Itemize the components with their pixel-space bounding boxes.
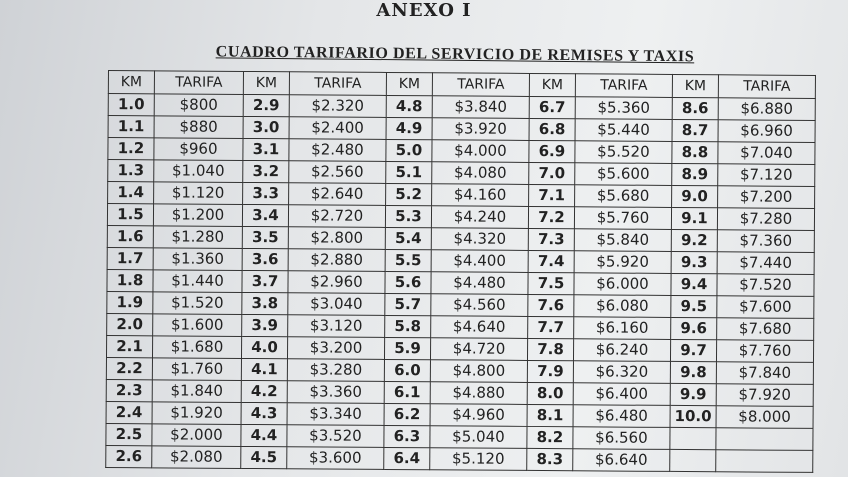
tarifa-cell: $1.280 xyxy=(153,226,242,249)
tarifa-cell: $7.280 xyxy=(717,208,814,231)
tarifa-cell: $960 xyxy=(154,138,243,161)
km-header: KM xyxy=(386,72,432,95)
tarifa-cell: $4.880 xyxy=(430,382,527,405)
tarifa-cell: $3.340 xyxy=(287,403,384,426)
tarifa-cell: $2.720 xyxy=(288,205,385,228)
tarifa-header: TARIFA xyxy=(154,71,243,95)
tarifa-cell: $3.120 xyxy=(288,315,385,338)
km-cell: 4.3 xyxy=(241,402,287,424)
km-cell: 5.6 xyxy=(385,271,431,293)
km-cell: 9.1 xyxy=(671,207,717,229)
km-cell: 5.9 xyxy=(384,337,430,359)
tarifa-cell: $1.040 xyxy=(154,160,243,183)
tarifa-cell: $2.560 xyxy=(289,161,386,184)
km-cell: 1.0 xyxy=(108,94,154,116)
tarifa-cell: $6.000 xyxy=(574,273,671,296)
tarifa-cell: $6.240 xyxy=(573,339,670,362)
tarifa-cell: $5.760 xyxy=(574,207,671,230)
tarifa-cell: $4.080 xyxy=(432,162,529,185)
tarifa-cell: $5.600 xyxy=(575,163,672,186)
km-cell: 9.7 xyxy=(670,339,716,361)
tarifa-cell: $7.040 xyxy=(718,142,815,165)
km-cell: 9.0 xyxy=(672,185,718,207)
km-cell: 2.6 xyxy=(106,445,152,467)
km-cell: 4.0 xyxy=(241,336,287,358)
tarifa-cell: $5.440 xyxy=(575,119,672,142)
tarifa-cell: $4.160 xyxy=(432,184,529,207)
tarifa-cell: $880 xyxy=(154,116,243,139)
tarifa-cell: $3.840 xyxy=(432,96,529,119)
km-cell: 1.8 xyxy=(107,269,153,291)
tarifa-cell: $1.840 xyxy=(152,380,241,403)
km-cell: 8.7 xyxy=(672,119,718,141)
km-cell: 1.1 xyxy=(108,116,154,138)
tarifa-cell: $2.480 xyxy=(289,139,386,162)
tarifa-cell: $1.760 xyxy=(152,358,241,381)
km-cell: 3.6 xyxy=(242,248,288,270)
tarifa-cell: $1.600 xyxy=(153,314,242,337)
km-cell: 2.0 xyxy=(107,313,153,335)
tarifa-cell: $4.000 xyxy=(432,140,529,163)
tarifa-cell: $5.840 xyxy=(574,229,671,252)
km-cell: 7.5 xyxy=(528,272,574,294)
km-cell: 7.8 xyxy=(527,338,573,360)
km-cell: 9.5 xyxy=(671,295,717,317)
km-cell: 3.4 xyxy=(242,204,288,226)
tarifa-cell: $1.680 xyxy=(152,336,241,359)
km-cell: 5.1 xyxy=(386,161,432,183)
tarifa-cell: $7.120 xyxy=(718,164,815,187)
tarifa-cell: $800 xyxy=(154,94,243,117)
tarifa-cell: $2.640 xyxy=(289,183,386,206)
tarifa-header: TARIFA xyxy=(289,72,386,96)
km-cell: 4.9 xyxy=(386,117,432,139)
km-cell: 4.2 xyxy=(241,380,287,402)
km-cell: 8.0 xyxy=(527,382,573,404)
tarifa-cell: $5.680 xyxy=(575,185,672,208)
tarifa-cell: $2.880 xyxy=(288,249,385,272)
km-header: KM xyxy=(529,73,575,96)
km-cell: 7.3 xyxy=(528,228,574,250)
tarifa-cell: $5.920 xyxy=(574,251,671,274)
tarifa-cell: $1.200 xyxy=(153,204,242,227)
tarifa-cell: $1.120 xyxy=(154,182,243,205)
km-cell xyxy=(670,427,716,449)
km-cell: 2.2 xyxy=(106,357,152,379)
km-cell: 3.0 xyxy=(243,116,289,138)
km-cell: 7.1 xyxy=(529,184,575,206)
tarifa-cell: $7.360 xyxy=(717,230,814,253)
tarifa-header: TARIFA xyxy=(718,75,815,99)
km-cell: 5.3 xyxy=(385,205,431,227)
km-cell xyxy=(670,449,716,471)
km-header: KM xyxy=(672,74,718,97)
tarifa-cell: $1.520 xyxy=(153,292,242,315)
tarifa-cell: $4.320 xyxy=(431,228,528,251)
km-cell: 7.9 xyxy=(527,360,573,382)
km-cell: 9.4 xyxy=(671,273,717,295)
table-caption: CUADRO TARIFARIO DEL SERVICIO DE REMISES Y TAXIS xyxy=(215,43,695,66)
km-cell: 6.2 xyxy=(384,403,430,425)
km-cell: 5.4 xyxy=(385,227,431,249)
tarifa-cell: $7.760 xyxy=(716,340,813,363)
km-cell: 6.3 xyxy=(384,425,430,447)
km-cell: 2.5 xyxy=(106,423,152,445)
km-cell: 3.7 xyxy=(242,270,288,292)
km-cell: 1.2 xyxy=(108,138,154,160)
km-cell: 3.1 xyxy=(243,138,289,160)
km-cell: 5.5 xyxy=(385,249,431,271)
table-row xyxy=(106,445,813,472)
tarifa-cell: $6.400 xyxy=(573,383,670,406)
tarifa-cell: $6.160 xyxy=(574,317,671,340)
km-cell: 3.2 xyxy=(243,160,289,182)
tarifa-cell: $3.920 xyxy=(432,118,529,141)
km-cell: 10.0 xyxy=(670,405,716,427)
tarifa-cell: $4.800 xyxy=(430,360,527,383)
tarifa-cell: $6.480 xyxy=(573,405,670,428)
tarifa-cell: $5.120 xyxy=(430,448,527,471)
document-title: ANEXO I xyxy=(376,0,472,21)
km-cell: 7.0 xyxy=(529,162,575,184)
tarifa-cell: $4.720 xyxy=(430,338,527,361)
tarifa-cell: $7.680 xyxy=(717,318,814,341)
tarifa-cell: $6.880 xyxy=(718,98,815,121)
km-cell: 9.3 xyxy=(671,251,717,273)
km-cell: 4.1 xyxy=(241,358,287,380)
tarifa-cell: $7.200 xyxy=(718,186,815,209)
tarifa-cell: $6.960 xyxy=(718,120,815,143)
tarifa-cell: $7.920 xyxy=(716,384,813,407)
km-cell: 3.8 xyxy=(242,292,288,314)
km-cell: 5.7 xyxy=(385,293,431,315)
km-cell: 7.4 xyxy=(528,250,574,272)
tarifa-cell: $2.320 xyxy=(289,95,386,118)
tarifa-cell: $1.920 xyxy=(152,402,241,425)
tarifa-cell: $2.000 xyxy=(152,424,241,447)
tarifa-cell: $7.600 xyxy=(717,296,814,319)
km-cell: 1.4 xyxy=(108,182,154,204)
km-cell: 1.6 xyxy=(107,225,153,247)
km-cell: 1.3 xyxy=(108,160,154,182)
km-cell: 6.7 xyxy=(529,96,575,118)
tarifa-cell: $3.200 xyxy=(287,337,384,360)
km-cell: 5.0 xyxy=(386,139,432,161)
tariff-table xyxy=(105,70,816,473)
km-cell: 5.2 xyxy=(386,183,432,205)
km-cell: 9.8 xyxy=(670,361,716,383)
km-cell: 7.7 xyxy=(528,316,574,338)
km-cell: 1.7 xyxy=(107,247,153,269)
tarifa-cell: $7.520 xyxy=(717,274,814,297)
tarifa-cell: $4.480 xyxy=(431,272,528,295)
km-cell: 6.4 xyxy=(384,447,430,469)
tarifa-cell xyxy=(716,450,813,473)
tarifa-cell: $7.840 xyxy=(716,362,813,385)
tarifa-cell: $1.440 xyxy=(153,270,242,293)
tarifa-cell: $4.240 xyxy=(431,206,528,229)
tarifa-cell: $2.800 xyxy=(288,227,385,250)
tarifa-cell: $6.560 xyxy=(573,427,670,450)
km-cell: 8.6 xyxy=(672,97,718,119)
km-header: KM xyxy=(243,71,289,94)
km-cell: 2.3 xyxy=(106,379,152,401)
km-cell: 4.8 xyxy=(386,95,432,117)
km-cell: 8.3 xyxy=(527,448,573,470)
km-cell: 6.8 xyxy=(529,118,575,140)
km-cell: 1.9 xyxy=(107,291,153,313)
km-cell: 6.9 xyxy=(529,140,575,162)
km-cell: 9.9 xyxy=(670,383,716,405)
tarifa-cell: $4.400 xyxy=(431,250,528,273)
km-cell: 3.3 xyxy=(243,182,289,204)
km-cell: 6.1 xyxy=(384,381,430,403)
tarifa-cell: $3.040 xyxy=(288,293,385,316)
km-cell: 5.8 xyxy=(385,315,431,337)
tarifa-header: TARIFA xyxy=(432,73,529,97)
km-header: KM xyxy=(108,71,154,94)
km-cell: 4.4 xyxy=(241,424,287,446)
tarifa-cell: $4.560 xyxy=(431,294,528,317)
tarifa-cell: $5.040 xyxy=(430,426,527,449)
km-cell: 2.9 xyxy=(243,94,289,116)
tarifa-cell: $6.080 xyxy=(574,295,671,318)
table-body xyxy=(106,94,816,473)
tarifa-cell: $3.600 xyxy=(287,447,384,470)
km-cell: 2.1 xyxy=(106,335,152,357)
tarifa-cell: $2.400 xyxy=(289,117,386,140)
km-cell: 8.8 xyxy=(672,141,718,163)
km-cell: 7.2 xyxy=(528,206,574,228)
km-cell: 8.2 xyxy=(527,426,573,448)
km-cell: 7.6 xyxy=(528,294,574,316)
tarifa-cell: $5.360 xyxy=(575,97,672,120)
tarifa-cell: $3.280 xyxy=(287,359,384,382)
km-cell: 3.5 xyxy=(242,226,288,248)
km-cell: 9.6 xyxy=(671,317,717,339)
tarifa-cell: $3.520 xyxy=(287,425,384,448)
tarifa-header: TARIFA xyxy=(575,74,672,98)
km-cell: 9.2 xyxy=(671,229,717,251)
km-cell: 8.9 xyxy=(672,163,718,185)
tarifa-cell: $2.960 xyxy=(288,271,385,294)
tarifa-cell: $4.960 xyxy=(430,404,527,427)
km-cell: 8.1 xyxy=(527,404,573,426)
tarifa-cell: $6.640 xyxy=(573,449,670,472)
km-cell: 3.9 xyxy=(242,314,288,336)
tarifa-cell: $3.360 xyxy=(287,381,384,404)
tarifa-cell: $5.520 xyxy=(575,141,672,164)
tarifa-cell: $7.440 xyxy=(717,252,814,275)
tarifa-cell: $6.320 xyxy=(573,361,670,384)
km-cell: 4.5 xyxy=(241,446,287,468)
km-cell: 1.5 xyxy=(107,204,153,226)
tarifa-cell: $8.000 xyxy=(716,406,813,429)
tarifa-cell: $1.360 xyxy=(153,248,242,271)
tarifa-cell: $2.080 xyxy=(152,446,241,469)
km-cell: 6.0 xyxy=(384,359,430,381)
tarifa-cell: $4.640 xyxy=(431,316,528,339)
tarifa-cell xyxy=(716,428,813,451)
km-cell: 2.4 xyxy=(106,401,152,423)
